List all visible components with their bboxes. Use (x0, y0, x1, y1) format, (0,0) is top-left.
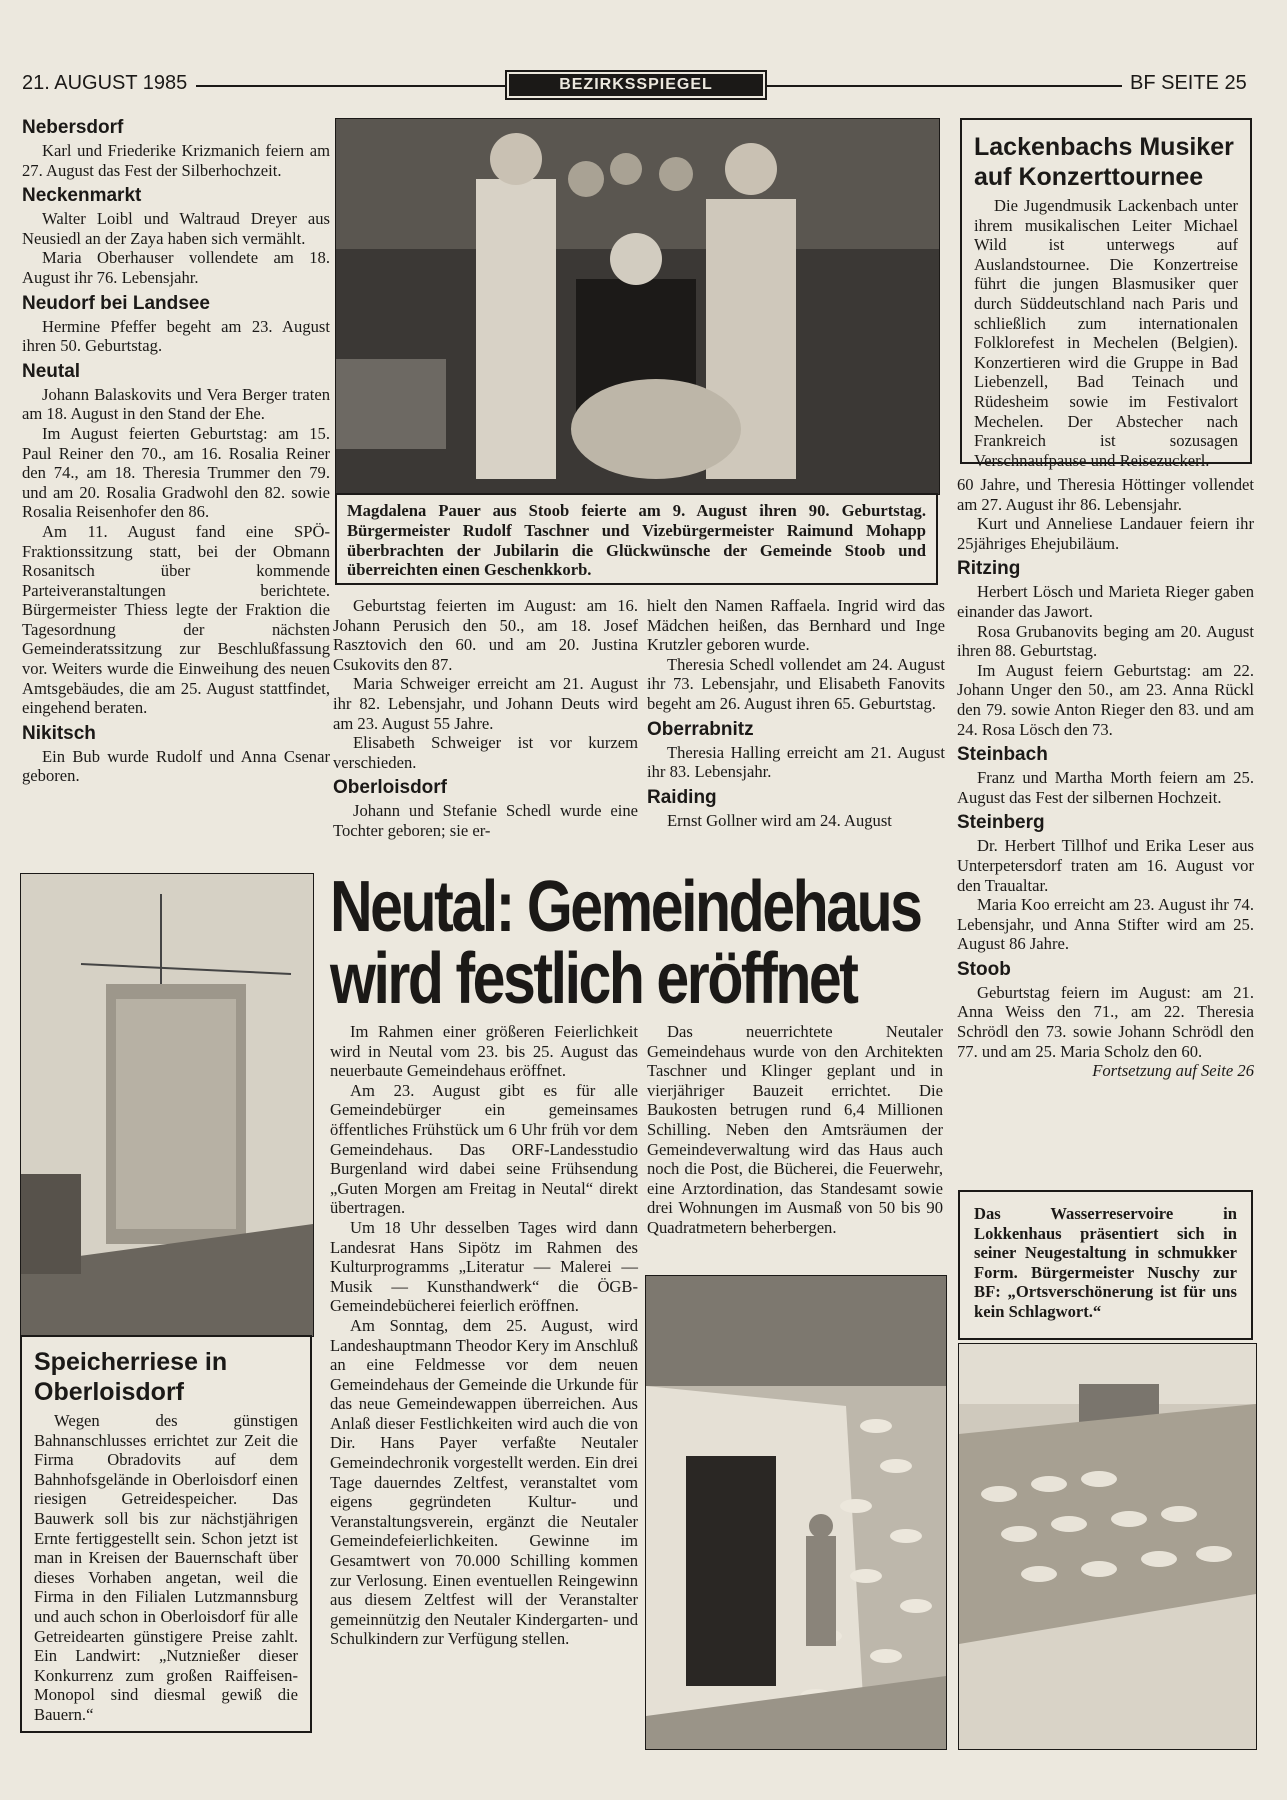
main-headline-line2: wird festlich eröffnet (330, 939, 857, 1019)
right-column-notices (957, 475, 1254, 1081)
issue-date: 21. AUGUST 1985 (22, 72, 188, 94)
header-rule-right (767, 85, 1122, 87)
place-heading: Neutal (22, 360, 81, 382)
notice-paragraph: Elisabeth Schweiger ist vor kurzem verschieden. (333, 733, 638, 772)
place-heading: Oberloisdorf (333, 777, 448, 799)
speicherriese-box (20, 1335, 312, 1733)
header-rule-left (196, 85, 505, 87)
section-masthead (505, 70, 767, 100)
notice-paragraph: Am 11. August fand eine SPÖ-Fraktionssitzung statt, bei der Obmann Rosanitsch über kommende Parteiveranstaltungen berichtete. Bürgermeister Thiess legte der Fraktion die Tagesordnung der nächsten Gemeinderatssitzung zur Beschlußfassung vor. Weiters wurde die Einweihung des neuen Amtsgebäudes, die am 25. August stattfindet, eingehend beraten. (22, 521, 330, 718)
notice-paragraph: Walter Loibl und Waltraud Dreyer aus Neusiedl an der Zaya haben sich vermählt. (22, 209, 330, 248)
notice-paragraph: Im August feiern Geburtstag: am 22. Johann Unger den 50., am 23. Anna Rückl den 79. sowie Anton Rieger den 83. und am 24. Rosa Lösch den 73. (957, 660, 1254, 739)
notice-paragraph: Maria Oberhauser vollendete am 18. August ihr 76. Lebensjahr. (22, 248, 330, 287)
water-reservoir-caption: Das Wasserreservoire in Lokkenhaus präsentiert sich in seiner Neugestaltung in schmukker Form. Bürgermeister Nuschy zur BF: „Ortsverschönerung ist für uns kein Schlagwort.“ (974, 1204, 1237, 1321)
notice-paragraph: Johann und Stefanie Schedl wurde eine Tochter geboren; sie er- (333, 801, 638, 840)
main-article-column-2 (647, 1022, 943, 1238)
article-paragraph: Im Rahmen einer größeren Feierlichkeit wird in Neutal vom 23. bis 25. August das neuerbaute Gemeindehaus eröffnet. (330, 1022, 638, 1081)
notice-paragraph: Franz und Martha Morth feiern am 25. August das Fest der silbernen Hochzeit. (957, 768, 1254, 807)
place-heading: Steinbach (957, 744, 1048, 766)
notice-paragraph: Johann Balaskovits und Vera Berger traten am 18. August in den Stand der Ehe. (22, 384, 330, 424)
middle-right-notices (647, 596, 945, 830)
speicherriese-body: Wegen des günstigen Bahnanschlusses errichtet zur Zeit die Firma Obradovits auf dem Bahnhofsgelände in Oberloisdorf einen riesigen Getreidespeicher. Das Bauwerk soll bis zur nächstjährigen Ernte fertiggestellt sein. Schon jetzt ist man in Kreisen der Bauernschaft über dieses Vorhaben angetan, weil die Firma in den Filialen Lutzmannsburg und auch schon in Oberloisdorf für alle Getreidearten günstigere Preise zahlt. Ein Landwirt: „Nutznießer dieser Konkurrenz zum großen Raiffeisen-Monopol sind diesmal gewiß die Bauern.“ (34, 1411, 298, 1724)
article-paragraph: Um 18 Uhr desselben Tages wird dann Landesrat Hans Sipötz im Rahmen des Kulturprogramms „Literatur — Malerei — Musik — Kunsthandwerk“ die ÖGB-Gemeindebücherei feierlich eröffnen. (330, 1217, 638, 1316)
notice-paragraph: Theresia Halling erreicht am 21. August ihr 83. Lebensjahr. (647, 742, 945, 782)
place-heading: Raiding (647, 786, 717, 808)
notice-paragraph: Maria Koo erreicht am 23. August ihr 74. Lebensjahr, und Anna Stifter wird am 25. August 86 Jahre. (957, 895, 1254, 954)
middle-left-notices (333, 596, 638, 841)
place-heading: Steinberg (957, 812, 1045, 834)
lackenbach-headline: Lackenbachs Musiker auf Konzerttournee (974, 133, 1234, 191)
grain-silo-photo (20, 873, 314, 1337)
continued-note: Fortsetzung auf Seite 26 (1092, 1061, 1254, 1081)
notice-paragraph: Maria Schweiger erreicht am 21. August ihr 82. Lebensjahr, und Johann Deuts wird am 23. August 55 Jahre. (333, 674, 638, 733)
grain-silo-image (21, 874, 313, 1336)
place-heading: Nebersdorf (22, 117, 124, 138)
notice-paragraph: Dr. Herbert Tillhof und Erika Leser aus Unterpetersdorf traten am 16. August vor den Traualtar. (957, 836, 1254, 895)
place-heading: Oberrabnitz (647, 718, 754, 740)
notice-paragraph: Ein Bub wurde Rudolf und Anna Csenar geboren. (22, 746, 330, 786)
place-heading: Stoob (957, 958, 1011, 980)
water-reservoir-photo-right (958, 1343, 1257, 1750)
notice-paragraph: Rosa Grubanovits beging am 20. August ihren 88. Geburtstag. (957, 621, 1254, 661)
notice-paragraph: Ernst Gollner wird am 24. August (667, 810, 892, 830)
place-heading: Ritzing (957, 558, 1021, 580)
notice-paragraph: Theresia Schedl vollendet am 24. August ihr 73. Lebensjahr, und Elisabeth Fanovits begeht am 26. August ihren 65. Geburtstag. (647, 654, 945, 713)
main-headline-line1: Neutal: Gemeindehaus (330, 867, 921, 947)
reservoir-entrance-image (646, 1276, 946, 1749)
water-reservoir-caption-box (958, 1190, 1253, 1340)
birthday-photo-caption: Magdalena Pauer aus Stoob feierte am 9. August ihren 90. Geburtstag. Bürgermeister Rudolf Taschner und Vizebürgermeister Raimund Mohapp überbrachten der Jubilarin die Glückwünsche der Gemeinde Stoob und überreichten einen Geschenkkorb. (335, 493, 938, 585)
left-column-notices (22, 112, 330, 786)
birthday-photo-image (336, 119, 939, 494)
lackenbach-box (960, 118, 1252, 470)
notice-paragraph: Kurt und Anneliese Landauer feiern ihr 25jähriges Ehejubiläum. (957, 514, 1254, 553)
article-paragraph: Am Sonntag, dem 25. August, wird Landeshauptmann Theodor Kery im Anschluß an eine Feldmesse vor dem neuen Gemeindehaus der Gemeinde die Urkunde für das neue Gemeindewappen überreichen. Aus Anlaß dieser Festlichkeiten wird auch die von Dir. Hans Payer verfaßte Neutaler Gemeindechronik vorgestellt werden. Ein drei Tage dauerndes Zeltfest, veranstaltet vom eigens gegründeten Kultur- und Veranstaltungsverein, ergänzt die Neutaler Gemeindefeierlichkeiten. Gewinne im Gesamtwert von 70.000 Schilling kommen zur Verlosung. Einen eventuellen Reingewinn aus diesem Zeltfest will der Veranstalter gemeinnützig den Neutaler Kindergarten- und Schulkindern zur Verfügung stellen. (330, 1315, 638, 1649)
notice-paragraph: Hermine Pfeffer begeht am 23. August ihren 50. Geburtstag. (22, 316, 330, 356)
page-number: BF SEITE 25 (1130, 72, 1247, 94)
birthday-photo (335, 118, 940, 495)
water-reservoir-photo (645, 1275, 947, 1750)
lackenbach-body: Die Jugendmusik Lackenbach unter ihrem musikalischen Leiter Michael Wild ist unterwegs auf Auslandstournee. Die Konzertreise führt die jungen Blasmusiker quer durch Süddeutschland nach Paris und schließlich zum internationalen Folklorefest in Mechelen (Belgien). Konzertieren wird die Gruppe in Bad Liebenzell, Bad Teinach und Rüdesheim sowie im Festivalort Mechelen. Der Abstecher nach Frankreich ist sozusagen Verschnaufpause und Reisezuckerl. (974, 196, 1238, 470)
place-heading: Neudorf bei Landsee (22, 292, 210, 314)
notice-paragraph: Geburtstag feiern im August: am 21. Anna Weiss den 71., am 22. Theresia Schrödl den 73. sowie Johann Schrödl den 77. und am 25. Maria Scholz den 60. (957, 982, 1254, 1061)
notice-paragraph: Im August feierten Geburtstag: am 15. Paul Reiner den 70., am 16. Rosalia Reiner den 74., am 18. Theresia Trummer den 79. und am 20. Rosalia Gradwohl den 82. sowie Rosalia Reisenhofer den 86. (22, 423, 330, 522)
notice-paragraph: hielt den Namen Raffaela. Ingrid wird das Mädchen heißen, das Bernhard und Inge Krutzler geboren wurde. (647, 596, 945, 655)
notice-paragraph: Geburtstag feierten im August: am 16. Johann Perusich den 50., am 18. Josef Rasztovich den 60. und am 20. Justina Csukovits den 87. (333, 596, 638, 674)
notice-paragraph: Herbert Lösch und Marieta Rieger gaben einander das Jawort. (957, 582, 1254, 621)
reservoir-landscape-image (959, 1344, 1256, 1749)
place-heading: Nikitsch (22, 722, 96, 744)
speicherriese-headline: Speicherriese in Oberloisdorf (34, 1348, 228, 1406)
article-paragraph: Am 23. August gibt es für alle Gemeindebürger ein gemeinsames öffentliches Frühstück um 6 Uhr früh vor dem Gemeindehaus. Das ORF-Landesstudio Burgenland wird dabei seine Frühsendung „Guten Morgen am Freitag in Neutal“ direkt übertragen. (330, 1080, 638, 1218)
place-heading: Neckenmarkt (22, 185, 142, 207)
section-title: BEZIRKSSPIEGEL (509, 74, 763, 96)
main-article-column-1 (330, 1022, 638, 1649)
notice-paragraph: 60 Jahre, und Theresia Höttinger vollendet am 27. August ihr 86. Lebensjahr. (957, 475, 1254, 514)
article-paragraph: Das neuerrichtete Neutaler Gemeindehaus wurde von den Architekten Taschner und Klinger geplant und in vierjähriger Bauzeit errichtet. Die Baukosten betrugen rund 6,4 Millionen Schilling. Neben den Amtsräumen der Gemeindeverwaltung wird das Haus auch noch die Post, die Bücherei, die Feuerwehr, eine Arztordination, das Standesamt sowie drei Wohnungen im Ausmaß von 50 bis 90 Quadratmetern beherbergen. (647, 1022, 943, 1237)
notice-paragraph: Karl und Friederike Krizmanich feiern am 27. August das Fest der Silberhochzeit. (22, 141, 330, 180)
